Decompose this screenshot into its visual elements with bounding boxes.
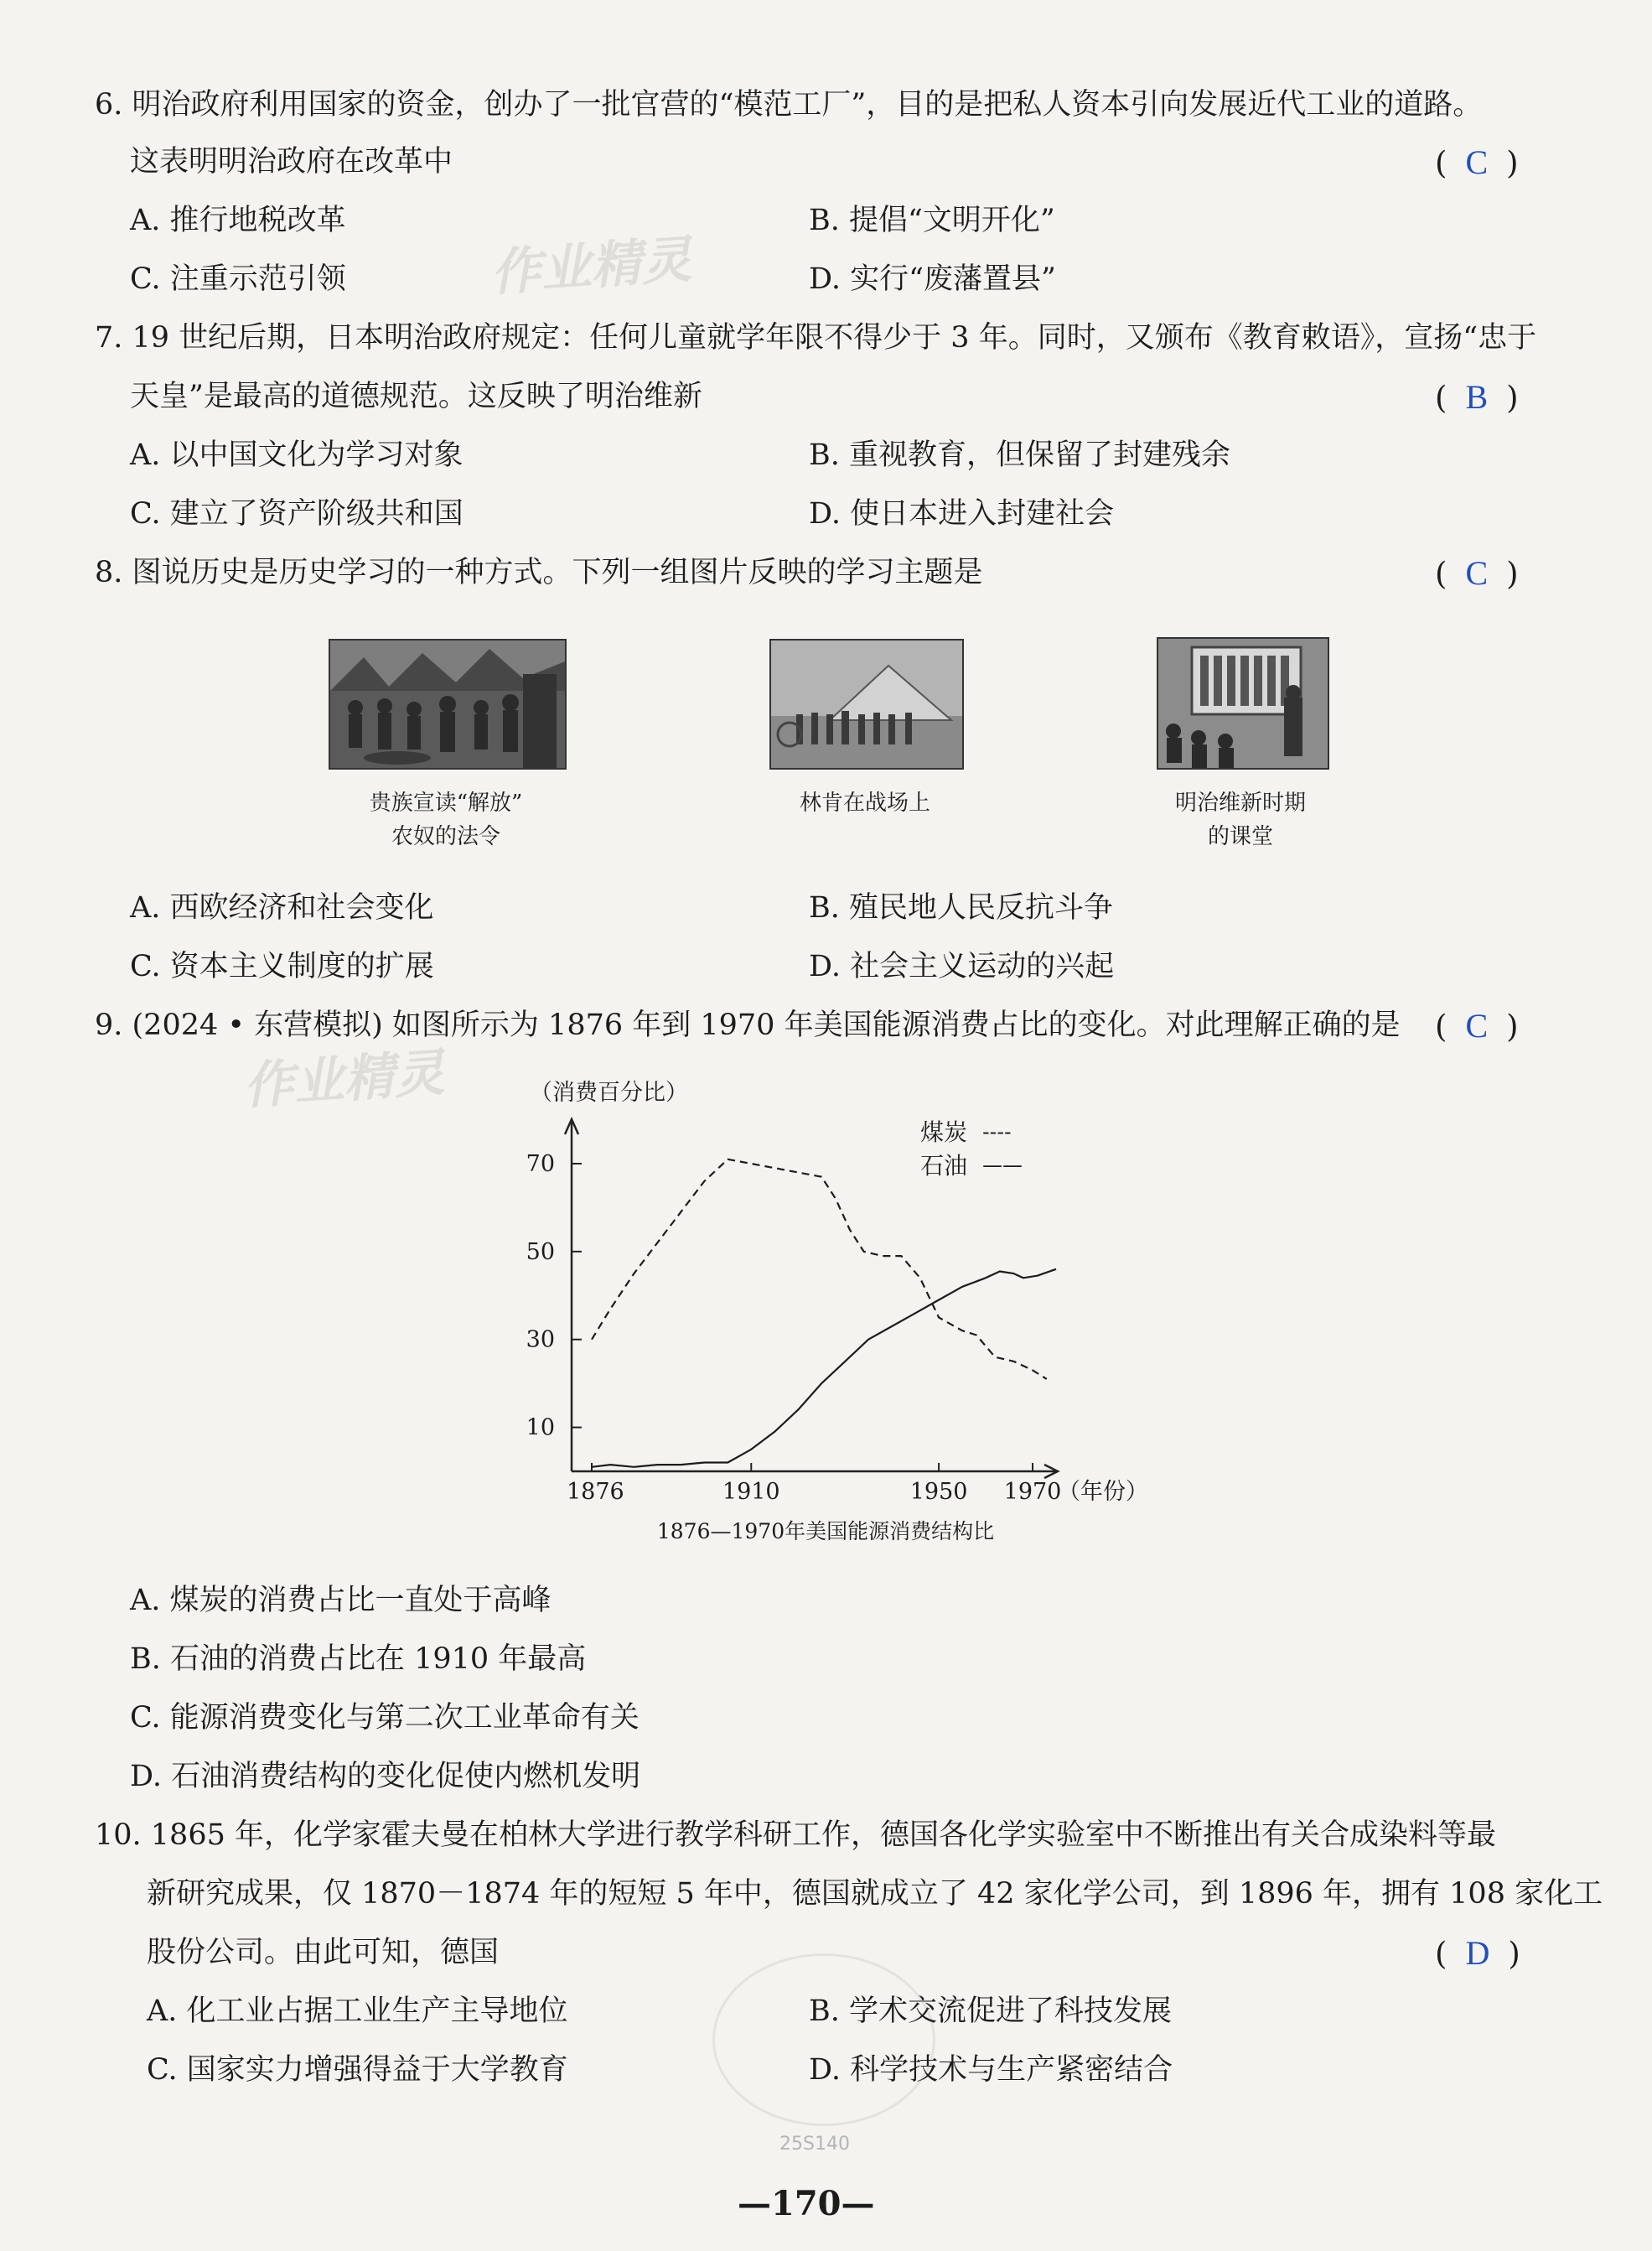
q8-option-b: B. 殖民地人民反抗斗争: [809, 891, 1113, 925]
x-tick-label: 1910: [722, 1479, 780, 1505]
q10-line-2: 新研究成果，仅 1870－1874 年的短短 5 年中，德国就成立了 42 家化学公司，到 1896 年，拥有 108 家化工: [147, 1877, 1603, 1911]
page-code: 25S140: [779, 2134, 850, 2155]
q6-line-1: 6. 明治政府利用国家的资金，创办了一批官营的“模范工厂”，目的是把私人资本引向发展近代工业的道路。: [95, 88, 1483, 122]
q10-answer: D: [1465, 1934, 1490, 1972]
legend-label-coal: 煤炭: [920, 1118, 968, 1146]
q7-option-d: D. 使日本进入封建社会: [809, 497, 1115, 531]
chart-ylabel: （消费百分比）: [530, 1080, 688, 1106]
q8-option-a: A. 西欧经济和社会变化: [130, 891, 434, 925]
q10-line-1: 10. 1865 年，化学家霍夫曼在柏林大学进行教学科研工作，德国各化学实验室中不断推出有关合成染料等最: [95, 1818, 1496, 1852]
q7-option-a: A. 以中国文化为学习对象: [130, 438, 463, 472]
legend-mark-oil: ——: [982, 1154, 1023, 1177]
q6-option-d: D. 实行“废藩置县”: [809, 262, 1056, 296]
q8-option-d: D. 社会主义运动的兴起: [809, 950, 1115, 983]
photo-meiji-classroom: [1157, 637, 1329, 770]
q9-answer-bracket: ( C ): [1435, 1007, 1519, 1045]
chart-legend: [920, 1118, 1023, 1180]
photo-meiji-classroom-art: [1158, 639, 1328, 768]
q7-line-2: 天皇”是最高的道德规范。这反映了明治维新: [130, 380, 702, 413]
chart-ticks: [526, 1151, 1062, 1505]
q10-option-a: A. 化工业占据工业生产主导地位: [147, 1994, 568, 2028]
q6-option-a: A. 推行地税改革: [130, 204, 346, 237]
legend-label-oil: 石油: [920, 1152, 968, 1180]
chart-series-group: [592, 1159, 1056, 1467]
q9-option-c: C. 能源消费变化与第二次工业革命有关: [130, 1701, 640, 1735]
faint-stamp: [712, 1953, 935, 2126]
photo-1-caption: [320, 786, 572, 854]
watermark-1: 作业精灵: [489, 230, 694, 303]
q9-option-b: B. 石油的消费占比在 1910 年最高: [130, 1642, 587, 1676]
q8-answer-bracket: ( C ): [1435, 554, 1519, 592]
q10-option-d: D. 科学技术与生产紧密结合: [809, 2053, 1173, 2087]
q6-answer: C: [1465, 143, 1489, 181]
photo-lincoln-battlefield: [769, 639, 964, 770]
q10-answer-bracket: ( D ): [1435, 1934, 1520, 1972]
q8-answer: C: [1465, 554, 1489, 592]
q7-line-1: 7. 19 世纪后期，日本明治政府规定：任何儿童就学年限不得少于 3 年。同时，又颁布《教育敕语》，宣扬“忠于: [95, 321, 1537, 355]
chart-xlabel: （年份）: [1058, 1479, 1148, 1505]
y-tick-label: 70: [526, 1151, 555, 1177]
q7-option-c: C. 建立了资产阶级共和国: [130, 497, 463, 531]
x-tick-label: 1876: [567, 1479, 624, 1505]
q7-answer: B: [1465, 378, 1489, 416]
x-tick-label: 1950: [909, 1479, 968, 1505]
page-number: —170—: [738, 2184, 875, 2223]
y-axis-arrow: [565, 1119, 578, 1134]
photo-3-caption: [1115, 786, 1366, 854]
q6-answer-bracket: ( C ): [1435, 143, 1519, 181]
watermark-2: 作业精灵: [241, 1043, 447, 1117]
q8-option-c: C. 资本主义制度的扩展: [130, 950, 434, 983]
x-tick-label: 1970: [1003, 1479, 1062, 1505]
photo-1-caption-line-2: 农奴的法令: [391, 824, 500, 850]
x-axis-arrow: [1044, 1465, 1058, 1478]
q6-option-b: B. 提倡“文明开化”: [809, 204, 1055, 237]
photo-3-caption-line-2: 的课堂: [1207, 824, 1273, 850]
y-tick-label: 50: [526, 1238, 555, 1265]
q7-answer-bracket: ( B ): [1435, 378, 1519, 416]
photo-3-caption-line-1: 明治维新时期: [1174, 791, 1306, 816]
y-tick-label: 10: [526, 1414, 555, 1441]
q9-answer: C: [1465, 1007, 1489, 1045]
chart-axes: [565, 1119, 1058, 1478]
photo-lincoln-battlefield-art: [771, 641, 962, 768]
q9-option-d: D. 石油消费结构的变化促使内燃机发明: [130, 1760, 641, 1793]
photo-serf-emancipation: [329, 639, 567, 770]
q7-option-b: B. 重视教育，但保留了封建残余: [809, 438, 1230, 472]
q10-line-3: 股份公司。由此可知，德国: [147, 1936, 500, 1969]
q6-line-2: 这表明明治政府在改革中: [130, 145, 453, 179]
photo-1-caption-line-1: 贵族宣读“解放”: [369, 791, 523, 816]
photo-2-caption-line-1: 林肯在战场上: [799, 791, 930, 816]
chart-title: 1876—1970年美国能源消费结构比: [656, 1519, 995, 1543]
q8-line-1: 8. 图说历史是历史学习的一种方式。下列一组图片反映的学习主题是: [95, 556, 983, 589]
legend-mark-coal: ----: [982, 1120, 1012, 1144]
series-line-coal: [592, 1159, 1047, 1379]
q9-line-1: 9. (2024 • 东营模拟) 如图所示为 1876 年到 1970 年美国能源消费占比的变化。对此理解正确的是: [95, 1009, 1401, 1042]
q10-option-c: C. 国家实力增强得益于大学教育: [147, 2053, 568, 2087]
photo-2-caption: [739, 786, 991, 820]
series-line-oil: [592, 1269, 1056, 1467]
photo-serf-emancipation-art: [330, 641, 565, 768]
y-tick-label: 30: [526, 1326, 555, 1353]
q9-option-a: A. 煤炭的消费占比一直处于高峰: [130, 1584, 552, 1617]
q10-option-b: B. 学术交流促进了科技发展: [809, 1994, 1172, 2028]
q6-option-c: C. 注重示范引领: [130, 262, 346, 296]
